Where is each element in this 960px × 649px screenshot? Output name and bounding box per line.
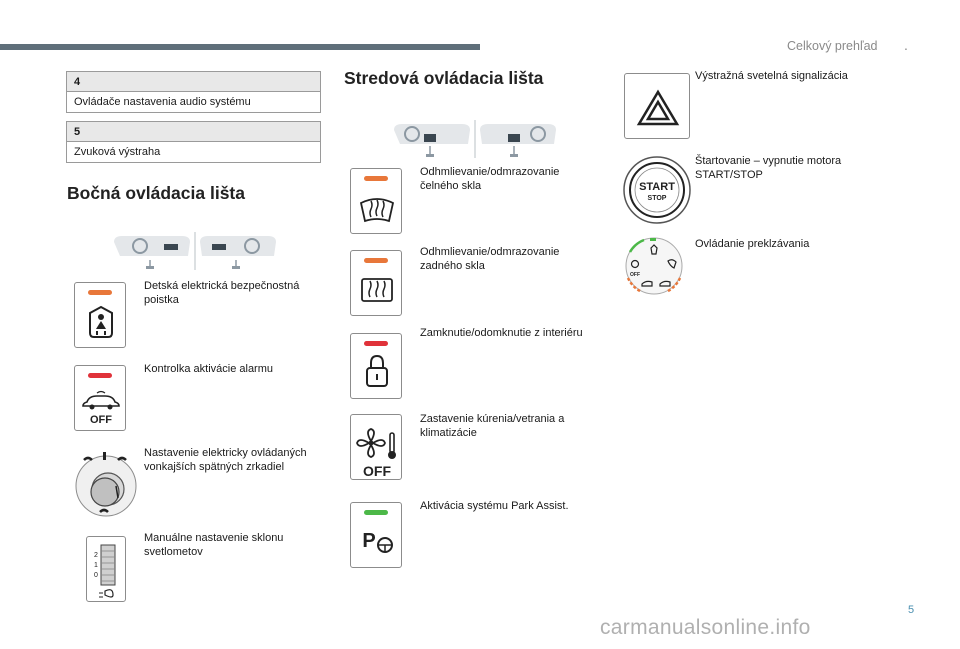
park-assist-label: Aktivácia systému Park Assist. (420, 500, 569, 512)
mirror-knob-icon (72, 446, 140, 522)
fan-off-icon (351, 415, 403, 481)
header-title: Celkový prehľad (787, 39, 878, 53)
traction-control-label: Ovládanie preklzávania (695, 238, 810, 250)
start-stop-label: Štartovanie – vypnutie motora START/STOP (695, 155, 842, 181)
front-defrost-panel (350, 168, 402, 234)
headlamp-wheel-icon (87, 537, 127, 603)
lock-icon (351, 334, 403, 400)
mirror-label: Nastavenie elektricky ovládaných vonkajších spätných zrkadiel (144, 447, 307, 473)
legend-box-4 (66, 71, 321, 113)
legend-number: 4 (67, 72, 320, 92)
stop-text: STOP (647, 195, 667, 202)
watermark: carmanualsonline.info (600, 616, 811, 639)
park-assist-icon (351, 503, 403, 569)
headlamp-label: Manuálne nastavenie sklonu svetlometov (144, 532, 284, 558)
fan-off-label: Zastavenie kúrenia/vetrania a klimatizácie (420, 413, 565, 439)
hazard-label: Výstražná svetelná signalizácia (695, 70, 848, 82)
park-assist-p-text: P (362, 530, 376, 552)
front-defrost-label: Odhmlievanie/odmrazovanie čelného skla (420, 166, 560, 192)
car-location-icon (392, 118, 558, 160)
traction-control-icon (618, 236, 690, 298)
header-bar (0, 44, 480, 50)
car-location-icon (112, 230, 278, 272)
rear-defrost-icon (351, 251, 403, 317)
fan-off-text: OFF (363, 463, 391, 479)
start-stop-icon (622, 155, 692, 225)
park-assist-panel (350, 502, 402, 568)
child-lock-panel (74, 282, 126, 348)
alarm-off-text: OFF (90, 414, 112, 426)
fan-off-panel (350, 414, 402, 480)
hazard-panel (624, 73, 690, 139)
legend-number: 5 (67, 122, 320, 142)
level-0-text: 0 (94, 572, 98, 579)
central-lock-panel (350, 333, 402, 399)
rear-defrost-panel (350, 250, 402, 316)
front-defrost-icon (351, 169, 403, 235)
alarm-label: Kontrolka aktivácie alarmu (144, 363, 274, 375)
section-title-side: Bočná ovládacia lišta (67, 183, 245, 203)
legend-box-5 (66, 121, 321, 163)
alarm-off-icon (75, 366, 127, 432)
central-lock-label: Zamknutie/odomknutie z interiéru (420, 327, 583, 339)
start-text: START (639, 181, 675, 193)
page-number: 5 (908, 604, 915, 616)
alarm-panel (74, 365, 126, 431)
child-lock-label: Detská elektrická bezpečnostná poistka (144, 280, 300, 306)
level-2-text: 2 (94, 552, 98, 559)
child-lock-icon (75, 283, 127, 349)
header-mark: . (904, 37, 908, 53)
hazard-icon (625, 74, 691, 140)
level-1-text: 1 (94, 562, 98, 569)
traction-off-text: OFF (630, 272, 640, 278)
legend-text: Ovládače nastavenia audio systému (74, 96, 251, 108)
headlamp-panel (86, 536, 126, 602)
legend-text: Zvuková výstraha (74, 146, 161, 158)
rear-defrost-label: Odhmlievanie/odmrazovanie zadného skla (420, 246, 560, 272)
section-title-center: Stredová ovládacia lišta (344, 68, 544, 88)
